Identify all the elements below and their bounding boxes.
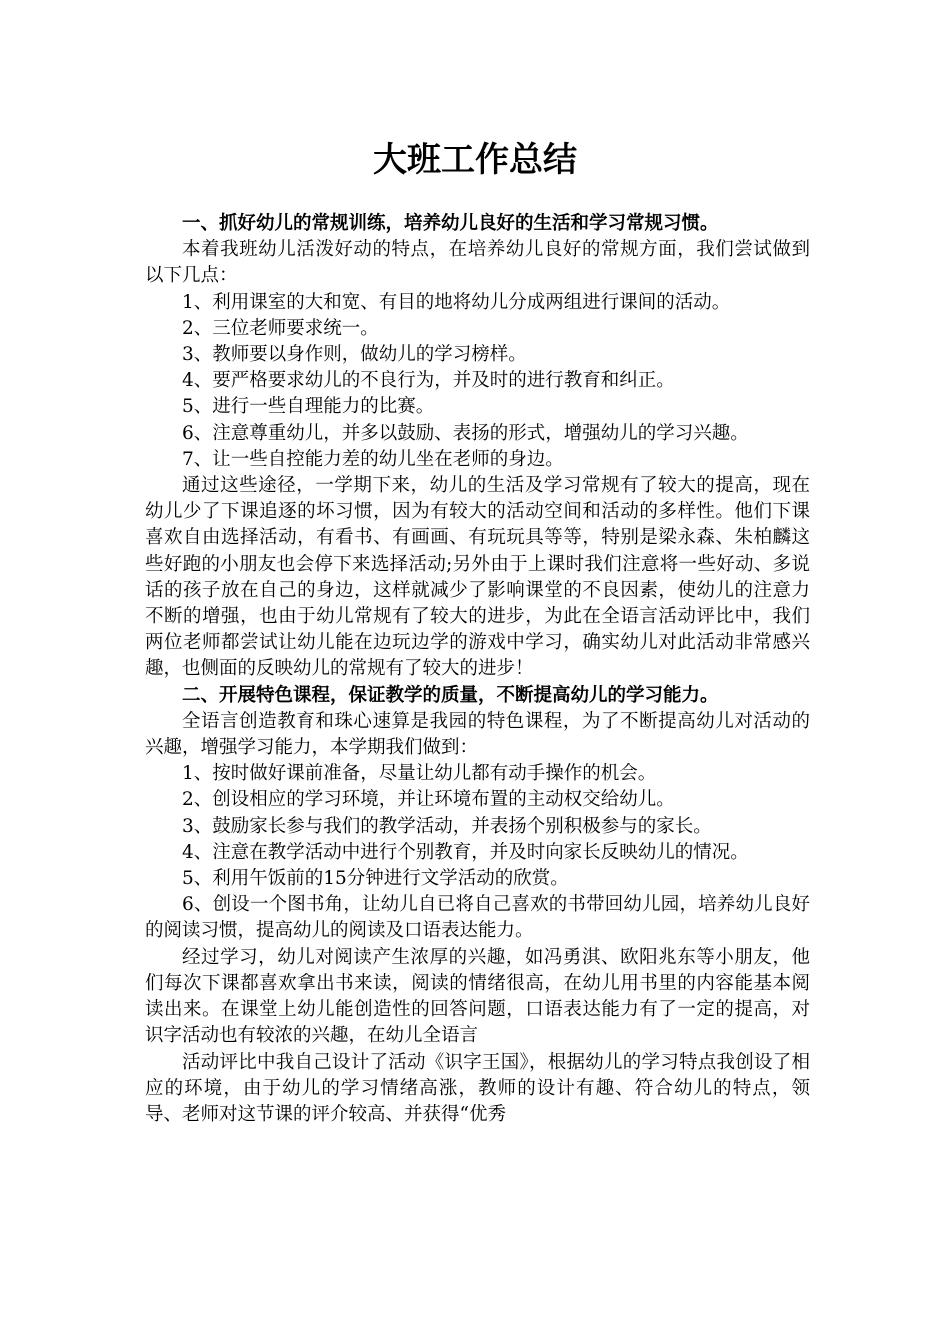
list-item: 6、创设一个图书角，让幼儿自已将自己喜欢的书带回幼儿园，培养幼儿良好的阅读习惯，提高幼儿的阅读及口语表达能力。: [145, 894, 810, 942]
list-item: 3、教师要以身作则，做幼儿的学习榜样。: [182, 344, 527, 366]
list-item: 1、利用课室的大和宽、有目的地将幼儿分成两组进行课间的活动。: [182, 291, 731, 313]
section-heading: 一、抓好幼儿的常规训练，培养幼儿良好的生活和学习常规习惯。: [182, 213, 719, 234]
list-item: 1、按时做好课前准备，尽量让幼儿都有动手操作的机会。: [182, 763, 657, 785]
list-item: 5、进行一些自理能力的比赛。: [182, 396, 435, 418]
list-item: 5、利用午饭前的15分钟进行文学活动的欣赏。: [182, 868, 569, 890]
list-item: 4、要严格要求幼儿的不良行为，并及时的进行教育和纠正。: [182, 370, 675, 392]
document-body: [145, 211, 810, 1128]
list-item: 2、创设相应的学习环境，并让环境布置的主动权交给幼儿。: [182, 789, 675, 811]
section-heading: 二、开展特色课程，保证教学的质量，不断提高幼儿的学习能力。: [182, 684, 719, 706]
list-item: 7、让一些自控能力差的幼儿坐在老师的身边。: [182, 448, 564, 470]
document-title: 大班工作总结: [373, 140, 577, 180]
paragraph: 全语言创造教育和珠心速算是我园的特色课程，为了不断提高幼儿对活动的兴趣，增强学习能力，本学期我们做到：: [145, 710, 810, 759]
list-item: 2、三位老师要求统一。: [182, 317, 379, 339]
paragraph: 本着我班幼儿活泼好动的特点，在培养幼儿良好的常规方面，我们尝试做到以下几点：: [145, 239, 810, 287]
paragraph: 经过学习，幼儿对阅读产生浓厚的兴趣，如冯勇淇、欧阳兆东等小朋友，他们每次下课都喜欢拿出书来读，阅读的情绪很高，在幼儿用书里的内容能基本阅读出来。在课堂上幼儿能创造性的回答问题，口语表达能力有了一定的提高，对识字活动也有较浓的兴趣，在幼儿全语言: [145, 946, 810, 1047]
list-item: 3、鼓励家长参与我们的教学活动，并表扬个别积极参与的家长。: [182, 815, 712, 837]
list-item: 6、注意尊重幼儿，并多以鼓励、表扬的形式，增强幼儿的学习兴趣。: [182, 422, 749, 444]
paragraph: 通过这些途径，一学期下来，幼儿的生活及学习常规有了较大的提高，现在幼儿少了下课追逐的坏习惯，因为有较大的活动空间和活动的多样性。他们下课喜欢自由选择活动，有看书、有画画、有玩玩具等等，特别是梁永森、朱柏麟这些好跑的小朋友也会停下来选择活动;另外由于上课时我们注意将一些好动、多说话的孩子放在自己的身边，这样就减少了影响课堂的不良因素，使幼儿的注意力不断的增强，也由于幼儿常规有了较大的进步，为此在全语言活动评比中，我们两位老师都尝试让幼儿能在边玩边学的游戏中学习，确实幼儿对此活动非常感兴趣，也侧面的反映幼儿的常规有了较大的进步！: [145, 475, 810, 680]
list-item: 4、注意在教学活动中进行个别教育，并及时向家长反映幼儿的情况。: [182, 841, 749, 863]
paragraph: 活动评比中我自己设计了活动《识字王国》，根据幼儿的学习特点我创设了相应的环境，由于幼儿的学习情绪高涨，教师的设计有趣、符合幼儿的特点，领导、老师对这节课的评介较高、并获得“优秀: [145, 1051, 810, 1125]
